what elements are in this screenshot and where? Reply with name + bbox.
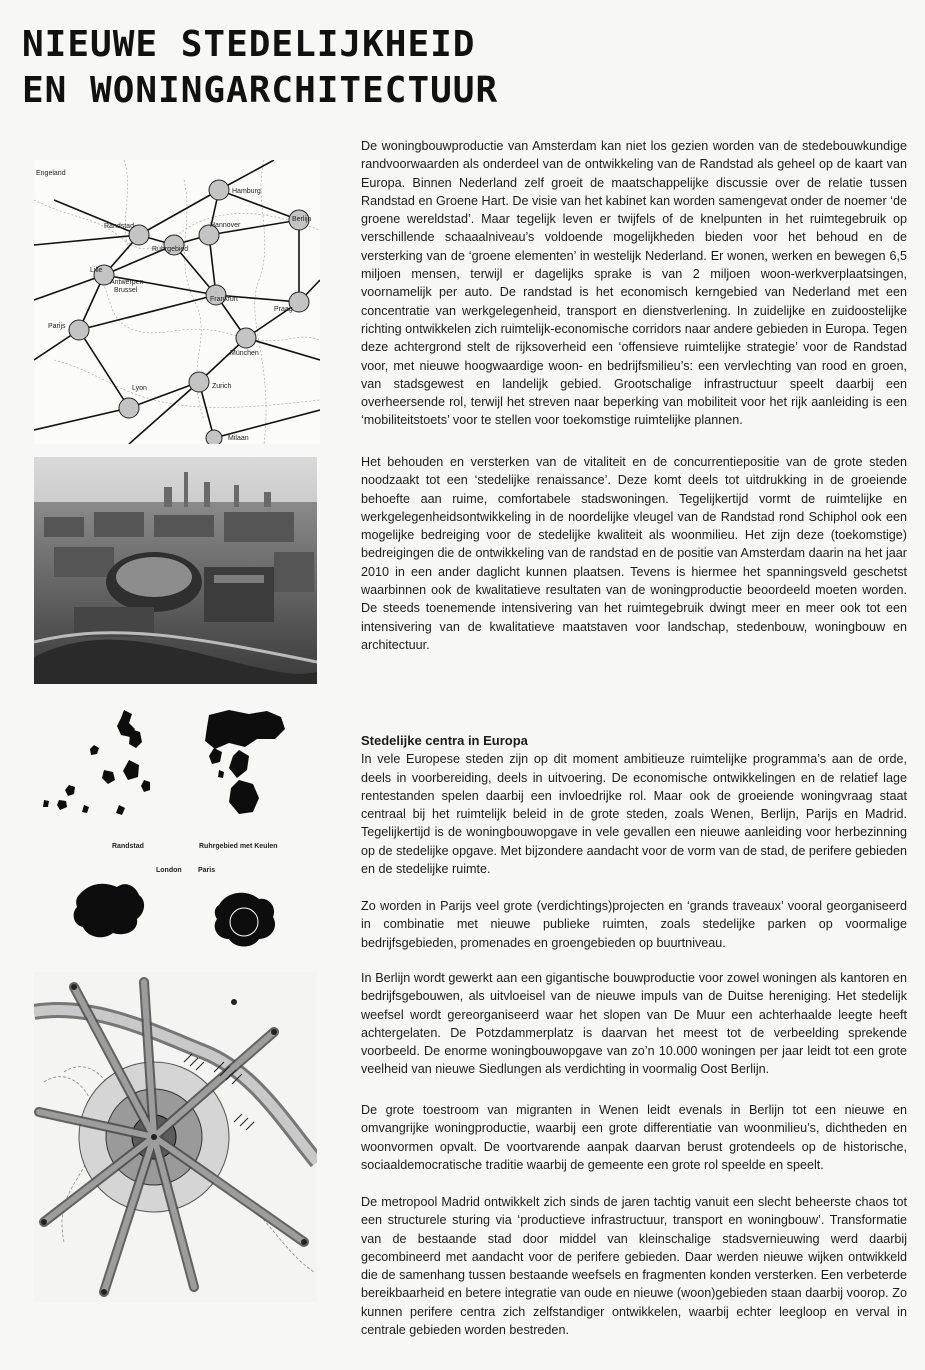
map-label-hamburg: Hamburg <box>232 188 261 195</box>
wenen-paragraph <box>361 1101 907 1174</box>
intro-paragraph <box>361 137 907 430</box>
vienna-plan-map <box>34 972 317 1302</box>
paragraph-2: Het behouden en versterken van de vitaliteit en de concurrentiepositie van de grote steden noodzaakt tot een ‘stedelijke renaissance’. Deze komt deels tot uitdrukking in de groeiende behoefte aan ruime, comfortabele stadswoningen. Tegelijkertijd vormt de ruimtelijke en werkgelegenheidsontwikkeling in de noordelijke vleugel van de Randstad rond Schiphol ook een mogelijke bedreiging voor de stedelijke kwaliteit als woonmilieu. Het zijn deze (toekomstige) bedreigingen die de ontwikkeling van de randstad en de positie van Amsterdam daarin na het jaar 2010 in een ander daglicht kunnen plaatsen. Tevens is hiermee het spanningsveld geschetst waarbinnen ook de kwalitatieve resultaten van de woningproductie beoordeeld moeten worden. De steeds toenemende intensivering van het ruimtegebruik dwingt meer en meer ook tot een intensivering van de kwalitatieve maatstaven voor landschap, stedenbouw, woningbouw en architectuur. <box>361 455 907 652</box>
aerial-city-photo-graphic <box>34 457 317 684</box>
map-label-randstad: Randstad <box>104 223 134 230</box>
map-label-engeland: Engeland <box>36 170 66 177</box>
paragraph-7: De metropool Madrid ontwikkelt zich sinds de jaren tachtig vanuit een slecht beheerste chaos tot een structurele sturing via ‘productieve infrastructuur, transport en woningbouw’. Transformatie van de bestaande stad door middel van kleinschalige stadsvernieuwing werd daarbij gecombineerd met aandacht voor de perifere gebieden. Daar werden nieuwe wijken ontwikkeld die de samenhang tussen bestaande weefsels en fragmenten konden versterken. Een verbeterde bereikbaarheid en betere integratie van oude en nieuwe (woon)gebieden staan daarbij voorop. Zo kunnen perifere centra zich zelfstandiger ontwikkelen, waarbij echter leegloop en verval in centrale gebieden worden bestreden. <box>361 1195 907 1338</box>
map-label-milaan: Milaan <box>228 435 249 442</box>
paragraph-1: De woningbouwproductie van Amsterdam kan niet los gezien worden van de stedebouwkundige randvoorwaarden als onderdeel van de ontwikkeling van de Randstad als geheel op de kaart van Europa. Binnen Nederland zelf groeit de maatschappelijke discussie over de relatie tussen Randstad en Groene Hart. De visie van het kabinet kan worden samengevat onder de noemer ‘de groene wereldstad’. Maar tegelijk leven er twijfels of de knelpunten in het ruimtegebruik op verschillende schaaalniveau’s voldoende mogelijkheden bieden voor het behoud en de versterking van de ‘groene elementen’ in westelijk Nederland. Er wonen, werken en bewegen 6,5 miljoen mensen, terwijl er dagelijks sprake is van 2 miljoen woon-werkverplaatsingen, voornamelijk per auto. De randstad is het economisch kerngebied van Nederland met een concentratie van werkgelegenheid, transport en dienstverlening. In zuidelijke en zuidoostelijke richting ontwikkelen zich ruimtelijk-economische corridors naar andere gebieden in Europa. Tegen deze achtergrond stelt de rijksoverheid een ‘offensieve ruimtelijke strategie’ voor de Randstad voor, met nieuwe hoogwaardige woon- en bedrijfsmilieu’s: een vervlechting van rood en groen, van stadsgewest en landelijk gebied. Grootschalige infrastructuur speelt daarbij een overheersende rol, terwijl het streven naar beperking van mobiliteit voor het rijk aanleiding is een ‘mobiliteitstoets’ voor te stellen voor toekomstige ruimtelijke plannen. <box>361 139 907 428</box>
title-line-2: EN WONINGARCHITECTUUR <box>22 70 499 111</box>
silhouette-label-ruhrgebied: Ruhrgebied met Keulen <box>199 843 278 850</box>
map-label-parijs: Parijs <box>48 323 66 330</box>
berlijn-paragraph <box>361 969 907 1079</box>
parijs-paragraph <box>361 897 907 952</box>
vienna-plan-map-graphic <box>34 972 317 1302</box>
map-label-praag: Praag <box>274 306 293 313</box>
section-heading: Stedelijke centra in Europa <box>361 733 528 748</box>
city-silhouettes <box>34 700 317 960</box>
page-title <box>22 22 622 114</box>
map-label-ruhrgebied: Ruhrgebied <box>152 246 189 253</box>
map-label-lille: Lille <box>90 267 103 274</box>
map-label-frankfurt: Frankfurt <box>210 296 239 303</box>
title-line-1: NIEUWE STEDELIJKHEID <box>22 24 476 65</box>
paragraph-5: In Berlijn wordt gewerkt aan een gigantische bouwproductie voor zowel woningen als kantoren en bedrijfsgebouwen, als uitvloeisel van de nieuwe impuls van de Duitse hereniging. Het stedelijk weefsel wordt gereorganiseerd waar het slopen van De Muur een achterhaalde leegte heeft achtergelaten. De Potzdammerplatz is daarvan het meest tot de verbeelding sprekende voorbeeld. De enorme woningbouwopgave van zo’n 10.000 woningen per jaar leidt tot een grote veelheid van nieuwe Siedlungen als verdichting in voormalig Oost Berlijn. <box>361 971 907 1077</box>
paragraph-3: In vele Europese steden zijn op dit moment ambitieuze ruimtelijke programma’s aan de orde, deels in voorbereiding, deels in uitvoering. De economische ontwikkelingen en de relatief lage rentestanden spelen daarbij een invloedrijke rol. Maar ook de groeiende woningvraag staat centraal bij het ruimtelijk beleid in de grote steden, zoals Wenen, Berlijn, Parijs en Madrid. Tegelijkertijd is de woningbouwopgave in vele gevallen een nieuwe aanleiding voor herbezinning op de stedelijke opgave. Met bijzondere aandacht voor de vorm van de stad, de perifere gebieden en de stedelijke ruimte. <box>361 752 907 877</box>
city-silhouettes-graphic <box>34 700 317 960</box>
silhouette-label-randstad: Randstad <box>112 843 144 850</box>
map-label-munchen: München <box>230 350 259 357</box>
map-label-lyon: Lyon <box>132 385 147 392</box>
silhouette-label-london: London <box>156 867 182 874</box>
aerial-city-photo <box>34 457 317 684</box>
europe-network-map <box>34 160 320 444</box>
silhouette-label-paris: Paris <box>198 867 216 874</box>
renaissance-paragraph <box>361 453 907 654</box>
map-label-brussel: Brussel <box>114 287 138 294</box>
paragraph-6: De grote toestroom van migranten in Wenen leidt evenals in Berlijn tot een nieuwe en omvangrijke woningproductie, waarbij een grote differentiatie van woonmilieu’s, dichtheden en woonvormen opvalt. De voortvarende aanpak daarvan berust grotendeels op de historische, sociaaldemocratische traditie waarbij de gemeente een grote rol speelde en speelt. <box>361 1103 907 1172</box>
map-label-berlijn: Berlijn <box>292 216 312 223</box>
section-stedelijke-centra <box>361 732 907 878</box>
map-label-hannover: Hannover <box>210 222 241 229</box>
madrid-paragraph <box>361 1193 907 1339</box>
paragraph-4: Zo worden in Parijs veel grote (verdichtings)projecten en ‘grands traveaux’ vooral georganiseerd in combinatie met nieuwe publieke ruimten, zoals stedelijke parken op voormalige bedrijfsgebieden, promenades en groengebieden op buurtniveau. <box>361 899 907 950</box>
map-label-zurich: Zurich <box>212 383 232 390</box>
europe-network-map-graphic <box>34 160 320 444</box>
map-label-antwerpen: Antwerpen <box>110 279 144 286</box>
